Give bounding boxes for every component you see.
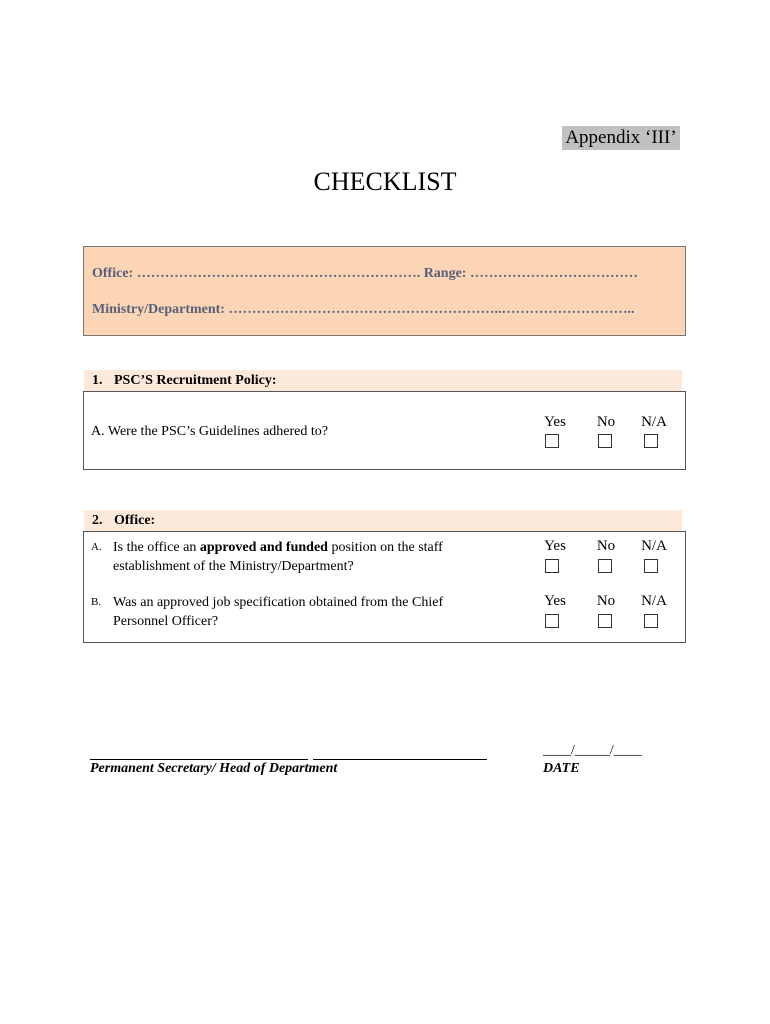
date-blank: ____/_____/____ [543,743,642,758]
question-2b-text-line2: Personnel Officer? [113,614,219,629]
question-2a-text [113,538,443,576]
question-2b-text-line1: Was an approved job specification obtained from the Chief [113,595,444,610]
question-2b-text [113,593,443,631]
signature-line [90,759,308,760]
question-2a-text-line2: establishment of the Ministry/Department? [113,559,354,574]
question-1a-letter: A. [91,424,105,439]
checkbox-2b-no[interactable] [598,614,612,628]
question-2b-letter: B. [91,596,102,608]
checkbox-2a-no[interactable] [598,559,612,573]
date-label: DATE [543,761,580,776]
section-2-box [83,531,686,643]
option-na-label: N/A [641,414,667,430]
section-1-number: 1. [92,373,103,388]
section-1-heading [84,370,682,391]
question-1a-text: Were the PSC’s Guidelines adhered to? [107,424,328,439]
signature-label: Permanent Secretary/ Head of Department [90,761,338,776]
ministry-line: Ministry/Department: …………………………………………………..……………………….. [92,302,635,317]
option-no-label: No [596,593,616,609]
checkbox-1a-no[interactable] [598,434,612,448]
checkbox-1a-na[interactable] [644,434,658,448]
question-1a [91,422,328,441]
checkbox-2b-na[interactable] [644,614,658,628]
option-yes-label: Yes [544,414,566,430]
option-no-label: No [596,414,616,430]
office-info-box [83,246,686,336]
checkbox-2b-yes[interactable] [545,614,559,628]
section-2-title: Office: [114,513,156,528]
checkbox-1a-yes[interactable] [545,434,559,448]
question-2a-text-bold: approved and funded [199,540,328,555]
office-range-line: Office: ……………………………………………………. Range: ……………………………… [92,266,638,281]
section-1-title: PSC’S Recruitment Policy: [114,373,277,388]
option-na-label: N/A [641,593,667,609]
section-1-box [83,391,686,470]
signature-line-2 [313,759,487,760]
appendix-label: Appendix ‘III’ [562,126,680,150]
checkbox-2a-yes[interactable] [545,559,559,573]
option-yes-label: Yes [544,538,566,554]
question-2a-text-post: position on the staff [327,540,443,555]
question-2a-letter: A. [91,541,102,553]
section-2-heading [84,510,682,531]
option-na-label: N/A [641,538,667,554]
page-title: CHECKLIST [313,167,457,196]
section-2-number: 2. [92,513,103,528]
checkbox-2a-na[interactable] [644,559,658,573]
option-no-label: No [596,538,616,554]
question-2a-text-pre: Is the office an [113,540,200,555]
option-yes-label: Yes [544,593,566,609]
